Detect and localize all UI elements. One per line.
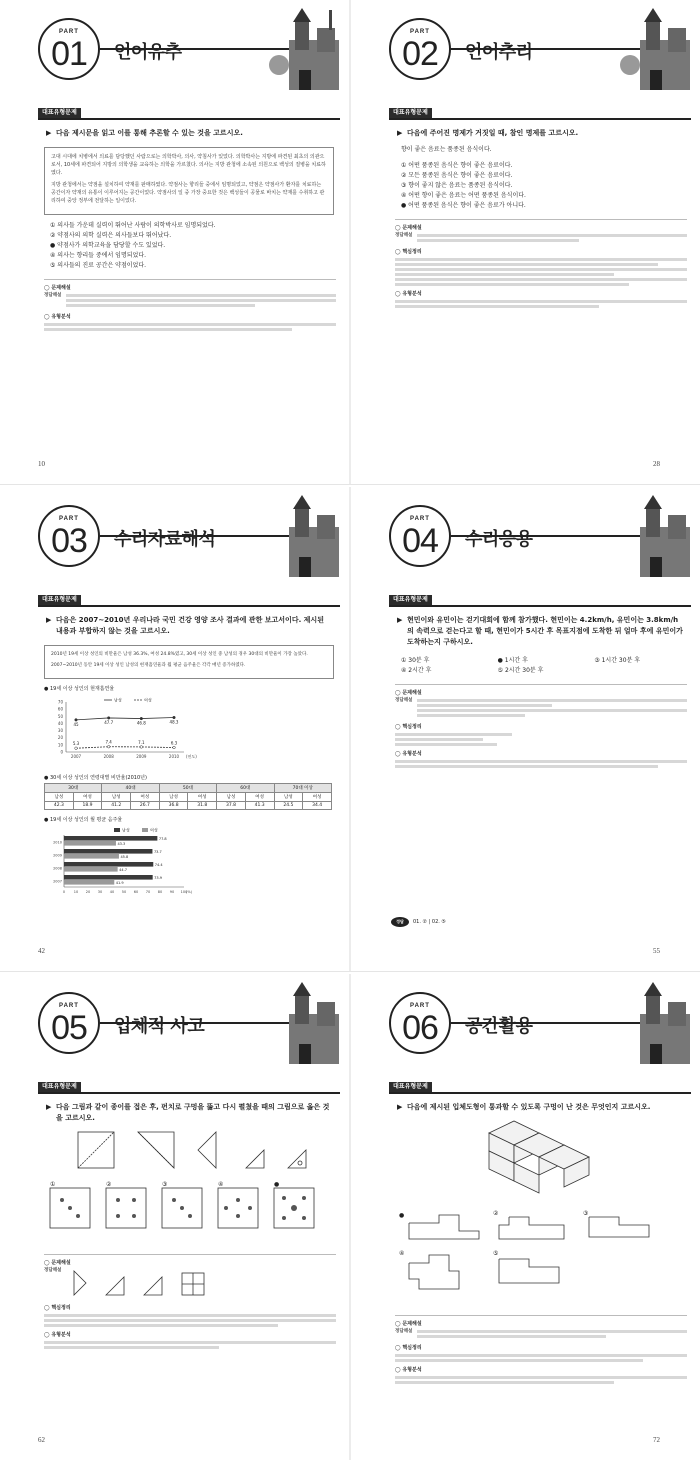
- part-title: 언어유추: [114, 42, 182, 63]
- data-label: 48.3: [169, 719, 179, 725]
- part-label: PART: [410, 29, 430, 35]
- data-label: 47.7: [104, 719, 114, 725]
- answer-fold-steps: [66, 1267, 216, 1297]
- svg-text:④: ④: [218, 1181, 224, 1188]
- part-label: PART: [59, 29, 79, 35]
- explanation-section: [44, 279, 336, 331]
- part-number: 02: [402, 35, 438, 73]
- drinking-chart: [44, 816, 332, 901]
- part-number: 01: [51, 35, 87, 73]
- part-label: PART: [59, 516, 79, 522]
- data-point: [173, 746, 176, 749]
- points-title: ◯ 핵심정리: [395, 723, 687, 731]
- table-cell: 41.2: [102, 802, 131, 810]
- part-title: 입체적 사고: [114, 1016, 205, 1037]
- page-number: 28: [653, 460, 660, 468]
- svg-text:●: ●: [274, 1181, 280, 1188]
- question-text: ▶ 현민이와 유민이는 걷기대회에 함께 참가했다. 현민이는 4.2km/h, 유민이는 3.8km/h의 속력으로 걷는다고 할 때, 현민이가 5시간 후 목표지점에 도착한 뒤 얼마 후에 유민이가 도착하는지 구하시오.: [389, 615, 691, 648]
- castle-illustration-icon: [259, 487, 349, 587]
- legend-label: 남성: [122, 827, 130, 833]
- x-tick-label: 50: [121, 890, 127, 894]
- representative-tag: 대표유형문제: [38, 1082, 81, 1092]
- explanation-title: ◯ 문제해설: [395, 1320, 687, 1328]
- table-cell: 24.5: [274, 802, 303, 810]
- legend-label: 여성: [150, 827, 158, 833]
- table-cell: 31.8: [188, 802, 217, 810]
- data-point: [173, 716, 176, 719]
- y-tick-label: 2008: [53, 866, 62, 871]
- choice-3[interactable]: ③ 향이 좋지 않은 음료는 품종된 음식이다.: [401, 182, 513, 189]
- x-axis-label: (%): [186, 890, 193, 894]
- drinking-bar-chart: [44, 825, 194, 897]
- y-tick-label: 0: [60, 749, 63, 755]
- representative-tag: 대표유형문제: [389, 595, 432, 605]
- question-box: [389, 118, 691, 310]
- part-number: 04: [402, 522, 438, 560]
- x-tick-label: 2010: [168, 754, 180, 759]
- explanation-section: [395, 219, 687, 308]
- x-tick-label: 80: [157, 890, 163, 894]
- smoking-line-chart: [44, 694, 197, 764]
- question-box: [38, 1092, 340, 1351]
- chart-caption: ● 19세 이상 성인의 월 평균 음주율: [44, 816, 332, 823]
- table-cell: 34.4: [303, 802, 332, 810]
- x-tick-label: 60: [133, 890, 139, 894]
- data-point: [75, 719, 78, 722]
- choice-list: [401, 161, 691, 211]
- choice-4[interactable]: ④ 의사는 향리들 중에서 임명되었다.: [50, 252, 147, 259]
- page-62: [0, 974, 349, 1460]
- spread-3: [0, 974, 700, 1460]
- legend-label: 여성: [144, 697, 152, 703]
- data-label: 73.7: [153, 850, 162, 855]
- question-box: [38, 605, 340, 901]
- y-tick-label: 70: [57, 699, 63, 705]
- answer-key-label: 정답해설: [395, 698, 413, 703]
- x-tick-label: 0: [62, 890, 66, 894]
- guide-title: ◯ 유형분석: [395, 750, 687, 758]
- premise: 향이 좋은 음료는 품종된 음식이다.: [401, 146, 492, 153]
- svg-text:②: ②: [106, 1181, 112, 1188]
- question-text: ▶ 다음 제시문을 읽고 이를 통해 추론할 수 있는 것을 고르시오.: [38, 128, 340, 139]
- passage-paragraph: 고대 시대에 치병에서 의료를 담당했던 사람으로는 의학박사, 의사, 약침사가 있었다. 의학박사는 지방에 파견된 최초의 의관으로서, 10세에 파견되어 지방의 의학생을 교육하는 의학을 가르쳤다. 의사는 지방 관청에 소속된 의원으로 백성의 질병을 치료하였다.: [51, 154, 326, 176]
- report-bullet: 2010년 19세 이상 성인의 비만율은 남성 36.3%, 여성 24.8%였고, 30세 이상 성인 중 남성의 경우 30대의 비만율이 가장 높았다.: [51, 652, 308, 657]
- question-text: ▶ 다음은 2007~2010년 우리나라 국민 건강 영양 조사 결과에 관한 보고서이다. 제시된 내용과 부합하지 않는 것을 고르시오.: [38, 615, 340, 637]
- x-tick-label: 100: [180, 890, 188, 894]
- y-tick-label: 10: [57, 742, 63, 748]
- table-cell: 37.8: [217, 802, 246, 810]
- part-title: 공간활용: [465, 1016, 533, 1037]
- svg-text:③: ③: [583, 1210, 589, 1217]
- table-subheader: 여성: [73, 793, 102, 802]
- obesity-table: [44, 783, 332, 810]
- question-text: ▶ 다음 그림과 같이 종이를 접은 후, 펀치로 구멍을 뚫고 다시 펼쳤을 때의 그림으로 옳은 것을 고르시오.: [38, 1102, 340, 1124]
- part-badge: [38, 18, 100, 80]
- obesity-table-block: [44, 774, 332, 810]
- table-subheader: 여성: [131, 793, 160, 802]
- svg-text:②: ②: [493, 1210, 499, 1217]
- svg-text:⑤: ⑤: [493, 1250, 499, 1257]
- part-label: PART: [410, 1003, 430, 1009]
- choice-2[interactable]: ● 1시간 후: [497, 657, 528, 664]
- question-text: ▶ 다음에 주어진 명제가 거짓일 때, 참인 명제를 고르시오.: [389, 128, 691, 139]
- table-subheader: 여성: [188, 793, 217, 802]
- choice-1[interactable]: ① 30분 후: [401, 657, 430, 664]
- table-subheader: 남성: [102, 793, 131, 802]
- bar: [64, 880, 114, 885]
- castle-illustration-icon: [610, 974, 700, 1074]
- castle-illustration-icon: [259, 974, 349, 1074]
- svg-text:①: ①: [50, 1181, 56, 1188]
- table-subheader: 남성: [274, 793, 303, 802]
- choice-2[interactable]: ② 약점사의 의학 실력은 의사들보다 뛰어났다.: [50, 232, 172, 239]
- castle-illustration-icon: [610, 0, 700, 100]
- passage: [44, 147, 334, 215]
- x-tick-label: 2009: [136, 754, 147, 759]
- table-cell: 18.9: [73, 802, 102, 810]
- data-point: [140, 746, 143, 749]
- report-bullet: 2007~2010년 동안 19세 이상 성인 남성의 현재흡연율과 월 평균 음주율은 각각 매년 증가하였다.: [51, 663, 246, 668]
- part-title: 언어추리: [465, 42, 533, 63]
- guide-title: ◯ 유형분석: [44, 313, 336, 321]
- choice-5[interactable]: ⑤ 의사들의 진료 공간은 약점이었다.: [50, 262, 147, 269]
- table-header: 50대: [159, 784, 216, 793]
- representative-tag: 대표유형문제: [389, 108, 432, 118]
- representative-tag: 대표유형문제: [389, 1082, 432, 1092]
- data-label: 7.4: [105, 739, 112, 745]
- explanation-section: [395, 1315, 687, 1384]
- chart-caption: ● 30세 이상 성인의 연령대별 비만율(2010년): [44, 774, 332, 781]
- part-number: 03: [51, 522, 87, 560]
- explanation-section: [395, 684, 687, 768]
- table-subheader: 여성: [303, 793, 332, 802]
- choice-4[interactable]: ④ 어떤 향이 좋은 음료는 어떤 품종된 음식이다.: [401, 192, 526, 199]
- question-text: ▶ 다음에 제시된 입체도형이 통과할 수 있도록 구멍이 난 것은 무엇인지 고르시오.: [389, 1102, 691, 1113]
- part-title: 수리응용: [465, 529, 533, 550]
- bar: [64, 854, 119, 859]
- page-55: [351, 487, 700, 971]
- y-tick-label: 20: [57, 735, 63, 741]
- legend-swatch: [114, 828, 120, 832]
- data-point: [107, 717, 110, 720]
- part-badge: [389, 992, 451, 1054]
- table-header: 70대 이상: [274, 784, 332, 793]
- table-header: 60대: [217, 784, 274, 793]
- smoking-chart: [44, 685, 332, 768]
- choice-list: [50, 221, 340, 271]
- passage-paragraph: 지방 관청에서는 약점을 설치하여 약재를 판매하였다. 약점사는 향리들 중에서 임명되었고, 약점은 약점사가 환자를 치료하는 공간이자 약재의 유통이 이루어지는 공간이었다. 약점사의 일 중 가장 중요한 것은 백성들이 공물로 바치는 약재를 수취하고 관리하여 중앙 정부에 전달하는 일이었다.: [51, 182, 325, 204]
- y-tick-label: 2010: [53, 840, 62, 845]
- x-tick-label: 90: [169, 890, 175, 894]
- page-number: 55: [653, 947, 660, 955]
- bar: [64, 862, 153, 867]
- data-label: 41.9: [115, 881, 124, 886]
- question-box: [389, 1092, 691, 1386]
- part-number: 06: [402, 1009, 438, 1047]
- spread-2: [0, 487, 700, 972]
- choice-3[interactable]: ● 약점사가 의학교육을 담당할 수도 있었다.: [50, 242, 166, 249]
- table-subheader: 남성: [217, 793, 246, 802]
- question-box: [389, 605, 691, 770]
- data-label: 77.8: [158, 837, 167, 842]
- part-label: PART: [410, 516, 430, 522]
- series-line-남성: [76, 718, 174, 720]
- explanation-title: ◯ 문제해설: [395, 689, 687, 697]
- choice-4[interactable]: ④ 2시간 후: [401, 667, 432, 674]
- explanation-title: ◯ 문제해설: [395, 224, 687, 232]
- data-label: 45: [73, 721, 79, 727]
- bar: [64, 867, 118, 872]
- x-tick-label: 2007: [70, 754, 82, 759]
- legend-swatch: [142, 828, 148, 832]
- page-42: [0, 487, 349, 971]
- choice-5[interactable]: ● 어떤 품종된 음식은 향이 좋은 음료가 아니다.: [401, 202, 526, 209]
- data-label: 73.9: [154, 876, 162, 881]
- explanation-title: ◯ 문제해설: [44, 1259, 336, 1267]
- report-box: [44, 645, 334, 679]
- bar: [64, 841, 116, 846]
- x-tick-label: 10: [73, 890, 79, 894]
- data-label: 6.3: [170, 740, 178, 746]
- x-axis-label: (연도): [186, 754, 197, 759]
- table-subheader: 남성: [45, 793, 74, 802]
- table-subheader: 여성: [245, 793, 274, 802]
- x-tick-label: 40: [109, 890, 115, 894]
- data-point: [107, 745, 110, 748]
- table-subheader: 남성: [159, 793, 188, 802]
- representative-tag: 대표유형문제: [38, 595, 81, 605]
- data-label: 5.3: [72, 741, 80, 747]
- table-header: 40대: [102, 784, 159, 793]
- paper-fold-figures: [38, 1124, 338, 1242]
- table-header: 30대: [45, 784, 102, 793]
- part-label: PART: [59, 1003, 79, 1009]
- castle-illustration-icon: [610, 487, 700, 587]
- points-title: ◯ 핵심정리: [44, 1304, 336, 1312]
- svg-text:●: ●: [399, 1212, 405, 1219]
- page-number: 10: [38, 460, 45, 468]
- table-cell: 26.7: [131, 802, 160, 810]
- choice-1[interactable]: ① 어떤 품종된 음식은 향이 좋은 음료이다.: [401, 162, 513, 169]
- representative-tag: 대표유형문제: [38, 108, 81, 118]
- answer-footnote-text: 01. ② | 02. ⑤: [413, 919, 446, 925]
- bar: [64, 836, 157, 841]
- x-tick-label: 30: [97, 890, 103, 894]
- bar: [64, 849, 152, 854]
- choice-1[interactable]: ① 의사들 가운데 실력이 뛰어난 사람이 의학박사로 임명되었다.: [50, 222, 216, 229]
- chart-caption: ● 19세 이상 성인의 현재흡연율: [44, 685, 332, 692]
- svg-text:④: ④: [399, 1250, 405, 1257]
- data-label: 7.1: [138, 739, 145, 745]
- answer-key-label: 정답해설: [44, 293, 62, 298]
- castle-illustration-icon: [259, 0, 349, 100]
- points-title: ◯ 핵심정리: [395, 1344, 687, 1352]
- table-cell: 42.3: [45, 802, 74, 810]
- data-label: 46.8: [136, 720, 146, 726]
- points-title: ◯ 핵심정리: [395, 248, 687, 256]
- spread-1: [0, 0, 700, 485]
- guide-title: ◯ 유형분석: [395, 290, 687, 298]
- choice-list: [401, 656, 691, 676]
- choice-2[interactable]: ② 모든 품종된 음식은 향이 좋은 음료이다.: [401, 172, 513, 179]
- part-number: 05: [51, 1009, 87, 1047]
- page-number: 62: [38, 1436, 45, 1444]
- answer-key-label: 정답해설: [44, 1268, 62, 1273]
- y-tick-label: 50: [57, 713, 63, 719]
- part-title: 수리자료해석: [114, 529, 216, 550]
- part-badge: [38, 505, 100, 567]
- bar: [64, 875, 153, 880]
- page-28: [351, 0, 700, 484]
- page-10: [0, 0, 349, 484]
- data-label: 74.4: [154, 863, 163, 868]
- guide-title: ◯ 유형분석: [44, 1331, 336, 1339]
- answer-footnote: [391, 917, 446, 927]
- explanation-title: ◯ 문제해설: [44, 284, 336, 292]
- choice-5[interactable]: ⑤ 2시간 30분 후: [497, 667, 544, 674]
- answer-key-label: 정답해설: [395, 233, 413, 238]
- answer-badge: 정답: [391, 917, 409, 927]
- part-badge: [389, 18, 451, 80]
- y-tick-label: 60: [57, 706, 63, 712]
- question-box: [38, 118, 340, 333]
- x-tick-label: 70: [145, 890, 151, 894]
- series-line-여성: [76, 747, 174, 749]
- data-label: 43.3: [117, 842, 126, 847]
- y-tick-label: 2007: [53, 879, 62, 884]
- table-cell: 41.3: [245, 802, 274, 810]
- answer-key-label: 정답해설: [395, 1329, 413, 1334]
- y-tick-label: 2009: [53, 853, 62, 858]
- choice-3[interactable]: ③ 1시간 30분 후: [594, 657, 641, 664]
- part-badge: [38, 992, 100, 1054]
- part-badge: [389, 505, 451, 567]
- page-number: 72: [653, 1436, 660, 1444]
- x-tick-label: 2008: [103, 754, 114, 759]
- svg-text:③: ③: [162, 1181, 168, 1188]
- data-point: [75, 747, 78, 750]
- page-number: 42: [38, 947, 45, 955]
- table-cell: 36.8: [159, 802, 188, 810]
- legend-label: 남성: [114, 697, 122, 703]
- data-point: [140, 717, 143, 720]
- solid-figure-and-choices: [389, 1113, 689, 1303]
- y-tick-label: 30: [57, 728, 63, 734]
- explanation-section: [44, 1254, 336, 1349]
- y-tick-label: 40: [57, 720, 63, 726]
- page-72: [351, 974, 700, 1460]
- data-label: 45.8: [120, 855, 129, 860]
- guide-title: ◯ 유형분석: [395, 1366, 687, 1374]
- x-tick-label: 20: [85, 890, 91, 894]
- data-label: 44.7: [119, 868, 127, 873]
